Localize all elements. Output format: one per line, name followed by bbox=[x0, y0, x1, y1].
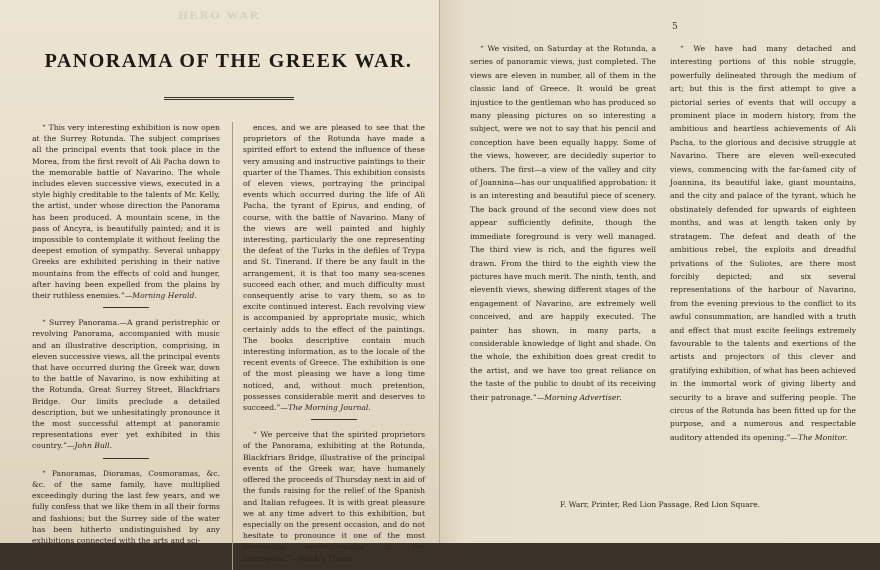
excerpt-text: “ We perceive that the spirited proprietors of the Panorama, exhibiting at the Rotunda, Blackfriars Bridge, illustrative of the principal events of the Greek war, have humanely offered the proceeds of Thursday next in aid of the funds raising for the relief of the Spanish and Italian refugees. It is with great pleasure we at any time advert to this exhibition, but especially on the present occasion, and do not hesitate to pronounce it one of the most interesting entertainments in the metropolis.”— bbox=[242, 430, 425, 563]
excerpt-source: Morning Advertiser. bbox=[544, 392, 622, 402]
review-excerpt bbox=[32, 317, 220, 451]
excerpt-text: ences, and we are pleased to see that the proprietors of the Rotunda have made a spirited effort to extend the influence of these very amusing and instructive paintings to their quarter of the Thames. This exhibition consists of eleven views, portraying the principal events which occurred during the life of Ali Pacha, the tyrant of Epirus, and ending, of course, with the battle of Navarino. Many of the views are well painted and highly interesting, particularly the one representing the defeat of the Turks in the defiles of Trypa and St. Tinerand. If there be any fault in the arrangement, it is that too many sea-scenes succeed each other, and much difficulty must consequently arise to vary them, so as to excite continued interest. Each revolving view is accompanied by appropriate music, which certainly adds to the effect of the paintings. The books descriptive contain much interesting information, as to the locale of the recent events of Greece. The exhibition is one of the most pleasing we have a long time noticed, and, without much pretention, possesses considerable merit and deserves to succeed.”— bbox=[242, 123, 425, 413]
article-separator bbox=[103, 307, 149, 308]
right-columns bbox=[470, 42, 858, 450]
review-excerpt bbox=[243, 122, 425, 413]
bleed-through-heading: HERO WAR bbox=[178, 8, 261, 22]
excerpt-source: The Morning Journal. bbox=[287, 403, 371, 413]
left-columns bbox=[32, 122, 425, 570]
excerpt-text: “ Surrey Panorama.—A grand peristrephic or revolving Panorama, accompanied with music and an illustrative description, comprising, in eleven successive views, all the principal events that have occurred during the Greek war, down to the battle of Navarino, is now exhibiting at the Rotunda, Great Surrey Street, Blackfriars Bridge. Our limits preclude a detailed description, but we unhesitatingly pronounce it the most successful attempt at panoramic representations ever yet exhibited in this country.”— bbox=[32, 318, 220, 451]
review-excerpt bbox=[32, 122, 220, 301]
article-separator bbox=[103, 458, 149, 459]
right-column-1 bbox=[470, 42, 656, 450]
left-column-2 bbox=[232, 122, 425, 570]
review-excerpt bbox=[470, 42, 656, 404]
review-excerpt bbox=[243, 429, 425, 563]
review-excerpt bbox=[32, 468, 220, 546]
excerpt-text: “ This very interesting exhibition is now open at the Surrey Rotunda. The subject comprises all the principal events that took place in the Morea, from the first revolt of Ali Pacha down to the memorable battle of Navarino. The whole includes eleven successive views, executed in a style highly creditable to the talents of Mr. Kelly, the artist, under whose direction the Panorama has been produced. A mountain scene, in the pass of Ancyra, is beautifully painted; and it is impossible to contemplate it without feeling the deepest emotion of sympathy. Several unhappy Greeks are exhibited perishing in their native mountains from the effects of cold and hunger, after having been expelled from the plains by their ruthless enemies.”— bbox=[32, 123, 220, 301]
excerpt-source: John Bull. bbox=[74, 441, 113, 451]
article-separator bbox=[311, 419, 357, 420]
printer-imprint: F. Warr, Printer, Red Lion Passage, Red Lion Square. bbox=[559, 500, 761, 509]
excerpt-text: “ Panoramas, Dioramas, Cosmoramas, &c. &c. of the same family, have multiplied exceedingly during the last few years, and we fully confess that we like them in all their forms and fashions; but the Surrey side of the water has been hitherto undistinguished by any exhibitions connected with the arts and sci- bbox=[32, 468, 220, 545]
excerpt-text: “ We have had many detached and interesting portions of this noble struggle, powerfully delineated through the medium of art; but this is the first attempt to give a pictorial series of events that will occupy a prominent place in modern history, from the ambitious and heartless achievements of Ali Pacha, to the glorious and decisive struggle at Navarino. There are eleven well-executed views, commencing with the far-famed city of Joannina, its beautiful lake, giant mountains, and the city and palace of the tyrant, which he obstinately defended for upwards of eighteen months, and was at length taken only by stratagem. The defeat and death of the ambitious rebel, the exploits and dreadful privations of the Suliotes, are there most forcibly depicted; and six several representations of the harbour of Navarino, from the evening previous to the conflict to its awful consummation, are handled with a truth and effect that must excite feelings extremely favourable to the talents and exertions of the artists and projectors of this clever and gratifying exhibition, of what has been achieved in the immortal work of giving liberty and security to a brave and suffering people. The circus of the Rotunda has been fitted up for the purpose, and a numerous and respectable auditory attended its opening.”— bbox=[670, 44, 856, 442]
review-excerpt bbox=[670, 42, 856, 444]
left-column-1 bbox=[32, 122, 220, 570]
title-rule bbox=[164, 97, 294, 102]
excerpt-source: The Monitor. bbox=[798, 432, 848, 442]
left-page bbox=[0, 0, 440, 563]
page-title: PANORAMA OF THE GREEK WAR. bbox=[44, 50, 413, 72]
excerpt-source: Morning Herald. bbox=[132, 291, 197, 301]
page-number: 5 bbox=[672, 22, 678, 32]
excerpt-source: Weekly Times. bbox=[297, 553, 354, 563]
excerpt-text: “ We visited, on Saturday at the Rotunda, a series of panoramic views, just completed. The views are eleven in number, all of them in the classic land of Greece. It would be great injustice to the gentleman who has produced so many pleasing pictures on so interesting a subject, were we not to say that his pencil and conception have been equally happy. Some of the views, however, are decidedly superior to others. The first—a view of the valley and city of Joannina—has our unqualified approbation: it is an interesting and beautiful piece of scenery. The back ground of the second view does not appear sufficiently definite, though the immediate foreground is very well managed. The third view is rich, and the figures well drawn. From the third to the eighth view the pictures have much merit. The ninth, tenth, and eleventh views, shewing different stages of the engagement of Navarino, are extremely well conceived, and are happily executed. The painter has shown, in many parts, a considerable knowledge of light and shade. On the whole, the exhibition does great credit to the artist, and we have too great reliance on the taste of the public to doubt of its receiving their patronage.”— bbox=[470, 44, 656, 402]
right-column-2 bbox=[670, 42, 856, 450]
right-page bbox=[440, 0, 880, 543]
